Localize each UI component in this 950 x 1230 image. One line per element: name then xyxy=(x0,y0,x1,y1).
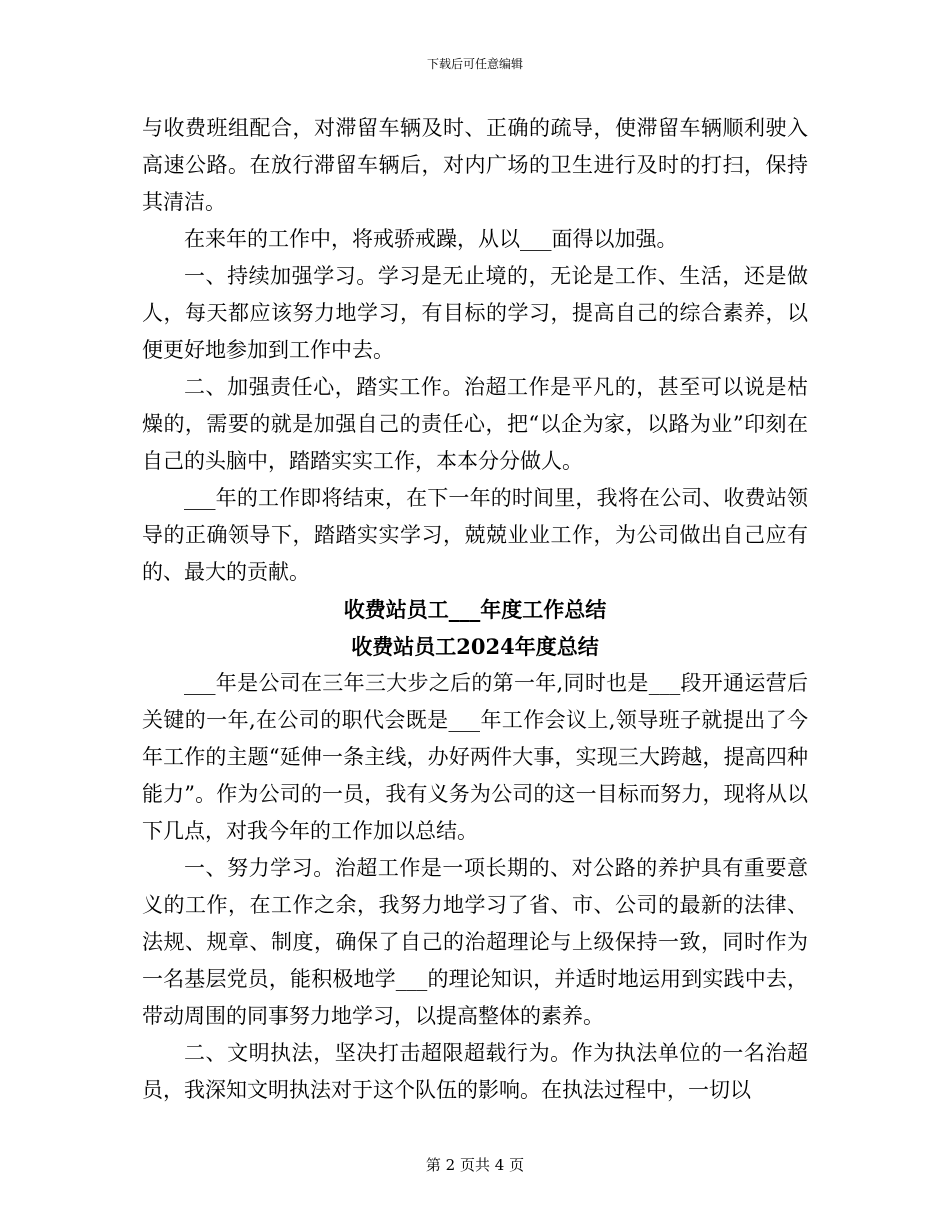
page-number: 第 2 页共 4 页 xyxy=(425,1156,525,1174)
paragraph-4: 二、加强责任心，踏实工作。治超工作是平凡的，甚至可以说是枯燥的，需要的就是加强自己的责任心，把“以企为家，以路为业”印刻在自己的头脑中，踏踏实实工作，本本分分做人。 xyxy=(142,375,808,473)
paragraph-8: 二、文明执法，坚决打击超限超载行为。作为执法单位的一名治超员，我深知文明执法对于这个队伍的影响。在执法过程中，一切以 xyxy=(142,1041,808,1102)
paragraph-5: ___年的工作即将结束，在下一年的时间里，我将在公司、收费站领导的正确领导下，踏踏实实学习，兢兢业业工作，为公司做出自己应有的、最大的贡献。 xyxy=(142,486,808,584)
paragraph-2: 在来年的工作中，将戒骄戒躁，从以___面得以加强。 xyxy=(184,227,678,251)
header-note: 下载后可任意编辑 xyxy=(426,57,523,71)
paragraph-6: ___年是公司在三年三大步之后的第一年,同时也是___段开通运营后关键的一年,在公司的职代会既是___年工作会议上,领导班子就提出了今年工作的主题“延伸一条主线，办好两件大事，实现三大跨越，提高四种能力”。作为公司的一员，我有义务为公司的这一目标而努力，现将从以下几点，对我今年的工作加以总结。 xyxy=(142,671,808,843)
paragraph-1: 与收费班组配合，对滞留车辆及时、正确的疏导，使滞留车辆顺利驶入高速公路。在放行滞留车辆后，对内广场的卫生进行及时的打扫，保持其清洁。 xyxy=(142,116,808,214)
section-title-2: 收费站员工2024年度总结 xyxy=(351,634,599,659)
document-body xyxy=(142,110,808,1109)
paragraph-7: 一、努力学习。治超工作是一项长期的、对公路的养护具有重要意义的工作，在工作之余，我努力地学习了省、市、公司的最新的法律、法规、规章、制度，确保了自己的治超理论与上级保持一致，同时作为一名基层党员，能积极地学___的理论知识，并适时地运用到实践中去，带动周围的同事努力地学习，以提高整体的素养。 xyxy=(142,856,808,1028)
paragraph-3: 一、持续加强学习。学习是无止境的，无论是工作、生活，还是做人，每天都应该努力地学习，有目标的学习，提高自己的综合素养，以便更好地参加到工作中去。 xyxy=(142,264,808,362)
section-title-1: 收费站员工___年度工作总结 xyxy=(343,597,607,622)
